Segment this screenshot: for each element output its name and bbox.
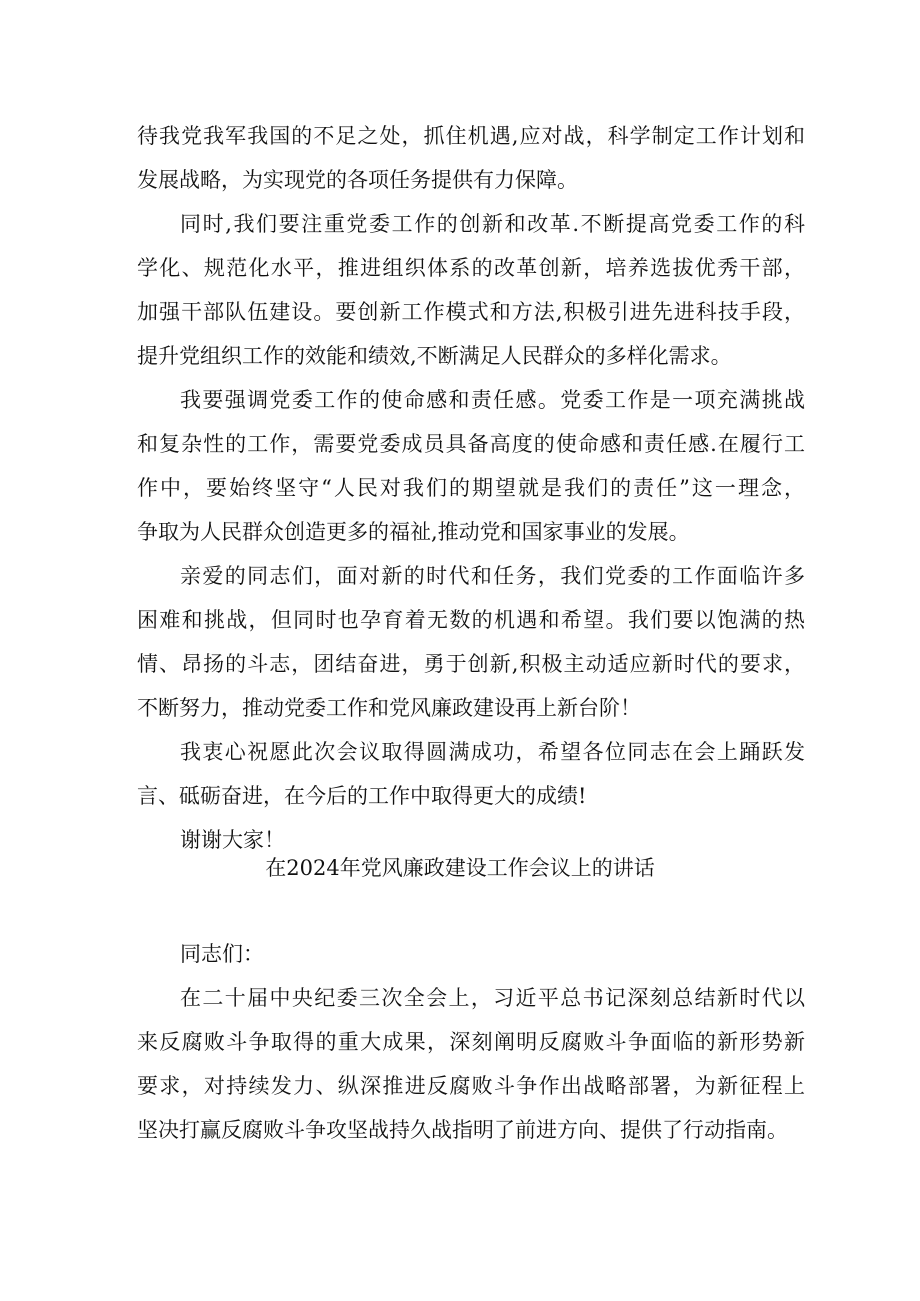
speech-title: 在2024年党风廉政建设工作会议上的讲话 — [265, 856, 655, 880]
text-line: 我衷心祝愿此次会议取得圆满成功，希望各位同志在会上踊跃发 — [180, 740, 805, 764]
text-line: 情、昂扬的斗志，团结奋进，勇于创新,积极主动适应新时代的要求， — [137, 652, 805, 676]
text-line: 我要强调党委工作的使命感和责任感。党委工作是一项充满挑战 — [180, 388, 805, 412]
text-line: 学化、规范化水平，推进组织体系的改革创新，培养选拔优秀干部， — [137, 256, 805, 280]
text-line: 言、砥砺奋进，在今后的工作中取得更大的成绩! — [137, 784, 587, 808]
text-line: 提升党组织工作的效能和绩效,不断满足人民群众的多样化需求。 — [137, 344, 732, 368]
text-line: 发展战略，为实现党的各项任务提供有力保障。 — [137, 168, 578, 192]
text-line: 作中，要始终坚守“人民对我们的期望就是我们的责任”这一理念， — [137, 476, 805, 500]
text-line: 和复杂性的工作，需要党委成员具备高度的使命感和责任感.在履行工 — [137, 432, 805, 456]
text-line: 要求，对持续发力、纵深推进反腐败斗争作出战略部署，为新征程上 — [137, 1074, 805, 1098]
text-line: 在二十届中央纪委三次全会上，习近平总书记深刻总结新时代以 — [180, 986, 805, 1010]
text-line: 同时,我们要注重党委工作的创新和改革.不断提高党委工作的科 — [180, 212, 805, 236]
salutation: 同志们： — [180, 942, 264, 966]
text-line: 困难和挑战，但同时也孕育着无数的机遇和希望。我们要以饱满的热 — [137, 608, 805, 632]
text-line: 亲爱的同志们，面对新的时代和任务，我们党委的工作面临许多 — [180, 564, 805, 588]
text-line: 加强干部队伍建设。要创新工作模式和方法,积极引进先进科技手段， — [137, 300, 805, 324]
text-line: 来反腐败斗争取得的重大成果，深刻阐明反腐败斗争面临的新形势新 — [137, 1030, 805, 1054]
text-line: 待我党我军我国的不足之处，抓住机遇,应对战，科学制定工作计划和 — [137, 124, 805, 148]
text-line: 坚决打赢反腐败斗争攻坚战持久战指明了前进方向、提供了行动指南。 — [137, 1118, 788, 1142]
closing-line: 谢谢大家！ — [180, 828, 285, 852]
text-line: 不断努力，推动党委工作和党风廉政建设再上新台阶！ — [137, 696, 641, 720]
text-line: 争取为人民群众创造更多的福祉,推动党和国家事业的发展。 — [137, 520, 690, 544]
